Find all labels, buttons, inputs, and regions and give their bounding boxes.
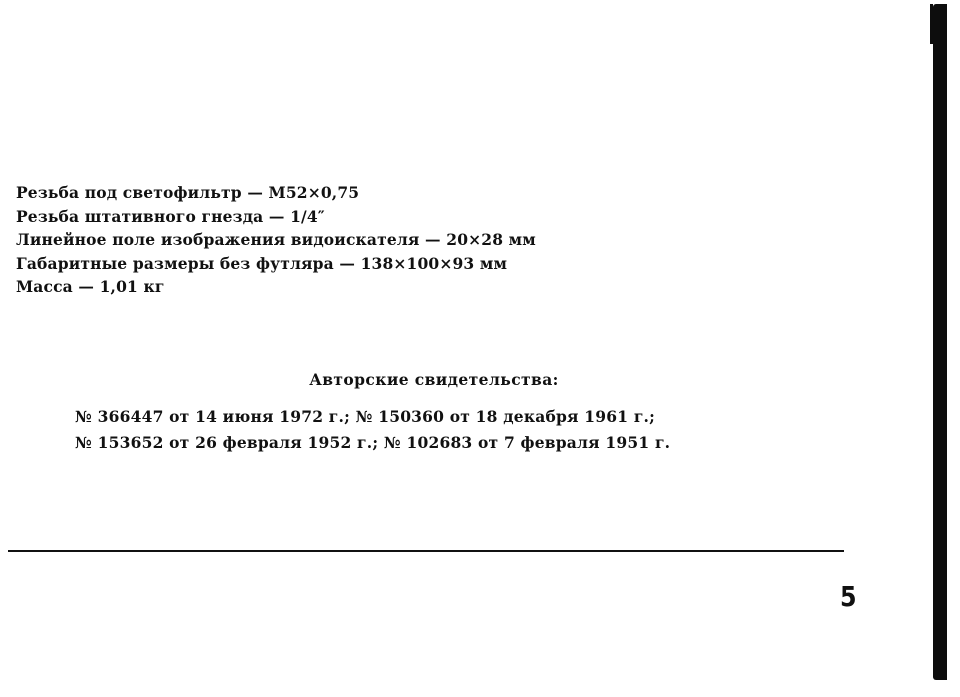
certificate-line: № 366447 от 14 июня 1972 г.; № 150360 от 18 декабря 1961 г.;: [75, 407, 656, 426]
spec-filter-thread: Резьба под светофильтр — М52×0,75: [16, 183, 360, 202]
page-edge-bar: [933, 4, 947, 680]
horizontal-rule: [8, 550, 844, 552]
specifications-list: [16, 181, 536, 299]
spec-dimensions: Габаритные размеры без футляра — 138×100×93 мм: [16, 253, 508, 273]
spec-mass: Масса — 1,01 кг: [16, 277, 165, 296]
certificates-heading: Авторские свидетельства:: [309, 370, 559, 389]
certificates-list: [75, 404, 670, 456]
certificate-line: № 153652 от 26 февраля 1952 г.; № 102683 от 7 февраля 1951 г.: [75, 433, 671, 452]
spec-tripod-socket-thread: Резьба штативного гнезда — 1/4″: [16, 206, 325, 226]
page-number: 5: [840, 580, 857, 613]
spec-viewfinder-field: Линейное поле изображения видоискателя — 20×28 мм: [16, 230, 536, 249]
